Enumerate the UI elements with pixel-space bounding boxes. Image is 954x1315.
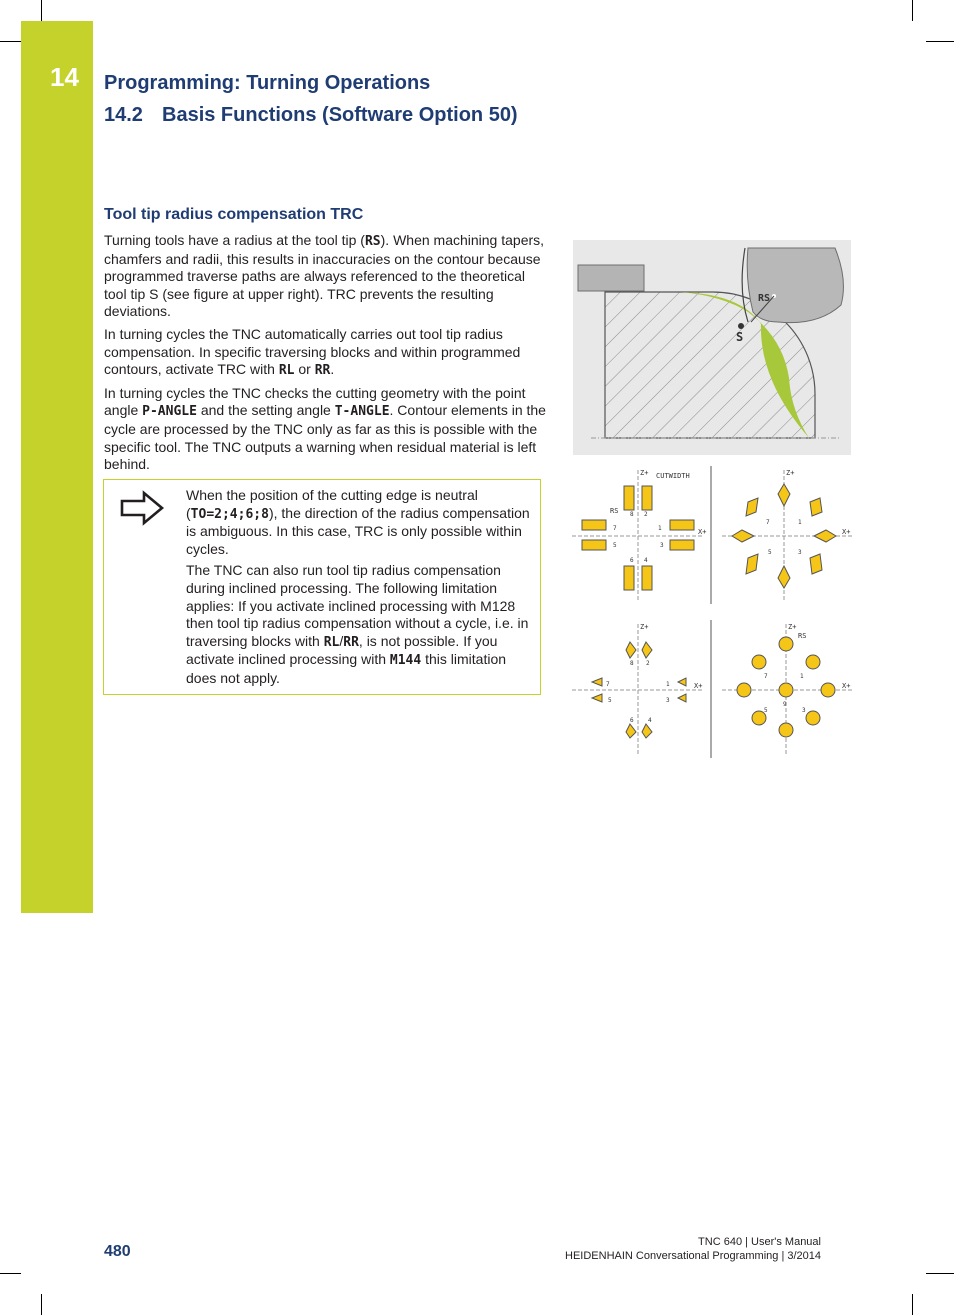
z-axis-label: Z+ [786, 469, 795, 477]
num-label: 2 [644, 511, 648, 518]
body-text [104, 232, 546, 479]
chapter-title: Programming: Turning Operations [104, 72, 431, 94]
keyword: RL [323, 634, 340, 650]
num-label: 4 [644, 557, 648, 564]
keyword: RL [278, 363, 295, 379]
tool-orientation-grooving [572, 466, 852, 606]
text: and the setting angle [196, 402, 335, 419]
num-label: 5 [764, 707, 768, 714]
num-label: 1 [658, 525, 662, 532]
crop-mark [912, 1294, 913, 1315]
label-rs: RS [758, 293, 771, 304]
chapter-number: 14 [50, 62, 79, 92]
text: In turning cycles the TNC automatically carries out tool tip radius compensation. In specific traversing blocks and within programmed contours, activate TRC with [104, 325, 521, 378]
keyword: RS [364, 234, 381, 249]
num-label: 8 [630, 660, 634, 667]
num-label: 1 [798, 519, 802, 526]
z-axis-label: Z+ [788, 623, 797, 631]
paragraph [104, 232, 546, 321]
num-label: 3 [660, 542, 664, 549]
paragraph [186, 562, 536, 687]
num-label: 1 [800, 673, 804, 680]
footer-line: TNC 640 | User's Manual [698, 1236, 821, 1248]
keyword: RR [343, 634, 359, 650]
x-axis-label: X+ [842, 682, 851, 690]
footer-info [565, 1235, 821, 1263]
num-label: 3 [666, 697, 670, 704]
num-label: 8 [630, 511, 634, 518]
num-label: 7 [606, 681, 610, 688]
z-axis-label: Z+ [640, 623, 649, 631]
text: , is not possible. If you activate inclined processing with [186, 632, 498, 668]
page-number: 480 [104, 1243, 131, 1260]
crop-mark [926, 41, 954, 42]
arrow-right-icon [118, 490, 166, 526]
paragraph [186, 487, 536, 558]
num-label: 9 [783, 701, 787, 708]
text: . [330, 361, 335, 378]
cutwidth-label: CUTWIDTH [656, 472, 690, 480]
num-label: 3 [798, 549, 802, 556]
label-s: S [736, 330, 744, 344]
crop-mark [912, 0, 913, 21]
chapter-bar [21, 21, 93, 913]
num-label: 7 [764, 673, 768, 680]
x-axis-label: X+ [694, 682, 703, 690]
x-axis-label: X+ [842, 528, 851, 536]
note-box [103, 479, 541, 695]
section-heading: Tool tip radius compensation TRC [104, 206, 364, 223]
keyword: M144 [389, 653, 422, 669]
keyword: RR [314, 363, 331, 379]
text: The TNC can also run tool tip radius compensation during inclined processing. The following limitation applies: If you activate inclined processing with M128 then tool tip radius compensation without a cycle, i.e. in traversing blocks with [186, 562, 529, 649]
text: ), the direction of the radius compensation is ambiguous. In this case, TRC is only possible within cycles. [186, 504, 530, 557]
num-label: 2 [646, 660, 650, 667]
num-label: 6 [630, 717, 634, 724]
text: Turning tools have a radius at the tool tip ( [104, 232, 365, 248]
crop-mark [926, 1273, 954, 1274]
rs-label: RS [610, 507, 619, 515]
x-axis-label: X+ [698, 528, 707, 536]
footer-line: HEIDENHAIN Conversational Programming | 3/2014 [565, 1250, 821, 1262]
text: In turning cycles the TNC checks the cutting geometry with the point angle [104, 384, 526, 419]
text: this limitation does not apply. [186, 651, 507, 686]
paragraph [104, 385, 546, 474]
crop-mark [41, 0, 42, 21]
z-axis-label: Z+ [640, 469, 649, 477]
crop-mark [41, 1294, 42, 1315]
num-label: 6 [630, 557, 634, 564]
section-title [104, 104, 518, 127]
num-label: 5 [613, 542, 617, 549]
paragraph [104, 326, 546, 380]
keyword: T-ANGLE [334, 404, 390, 420]
crop-mark [0, 41, 21, 42]
section-number: 14.2 [104, 104, 143, 126]
text: / [339, 632, 344, 649]
keyword: P-ANGLE [142, 404, 197, 420]
text: or [294, 361, 315, 378]
text: ). When machining tapers, chamfers and radii, this results in inaccuracies on the contour because programmed traverse paths are always referenced to the theoretical tool tip S (see figure at upper right). TRC prevents the resulting deviations. [104, 232, 545, 320]
note-text [186, 487, 536, 692]
tool-tip-radius-figure [573, 240, 851, 455]
tool-orientation-round [572, 620, 852, 760]
num-label: 5 [768, 549, 772, 556]
num-label: 7 [766, 519, 770, 526]
section-title-text: Basis Functions (Software Option 50) [162, 104, 518, 126]
num-label: 5 [608, 697, 612, 704]
num-label: 3 [802, 707, 806, 714]
num-label: 7 [613, 525, 617, 532]
text: . Contour elements in the cycle are processed by the TNC only as far as this is possible with the specific tool. The TNC outputs a warning when residual material is left behind. [104, 402, 546, 473]
num-label: 4 [648, 717, 652, 724]
num-label: 1 [666, 681, 670, 688]
rs-label: RS [798, 632, 807, 640]
keyword: TO=2;4;6;8 [190, 506, 269, 522]
crop-mark [0, 1273, 21, 1274]
text: When the position of the cutting edge is neutral ( [186, 487, 478, 521]
